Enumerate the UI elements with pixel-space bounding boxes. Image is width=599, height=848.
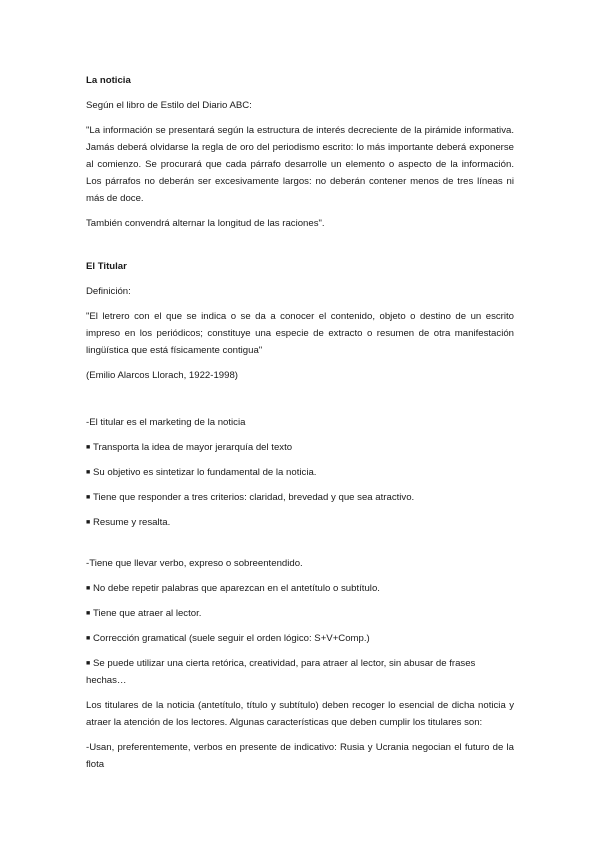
intro-line: Según el libro de Estilo del Diario ABC: <box>86 100 252 111</box>
section1-lead: -El titular es el marketing de la noticia <box>86 417 246 428</box>
list-item: ■ Resume y resalta. <box>86 514 514 531</box>
bullet-icon: ■ <box>86 635 91 642</box>
definition-label: Definición: <box>86 286 131 297</box>
citation: (Emilio Alarcos Llorach, 1922-1998) <box>86 370 238 381</box>
abc-quote-end: También convendrá alternar la longitud de las raciones". <box>86 218 325 229</box>
bullet-icon: ■ <box>86 660 91 667</box>
bullet-icon: ■ <box>86 610 91 617</box>
section2-lead: -Tiene que llevar verbo, expreso o sobreentendido. <box>86 558 303 569</box>
titulares-paragraph: Los titulares de la noticia (antetítulo, título y subtítulo) deben recoger lo esencial de dicha noticia y atraer la atención de los lectores. Algunas características que deben cumplir los titulares son: <box>86 700 514 728</box>
heading-la-noticia: La noticia <box>86 75 131 86</box>
bullet-icon: ■ <box>86 444 91 451</box>
heading-el-titular: El Titular <box>86 261 127 272</box>
bullet-icon: ■ <box>86 469 91 476</box>
document-page <box>86 72 514 773</box>
last-item: -Usan, preferentemente, verbos en presente de indicativo: Rusia y Ucrania negocian el futuro de la flota <box>86 742 514 770</box>
bullet-icon: ■ <box>86 585 91 592</box>
list-item: ■ Tiene que atraer al lector. <box>86 605 514 622</box>
list-item: ■ Tiene que responder a tres criterios: claridad, brevedad y que sea atractivo. <box>86 489 514 506</box>
abc-quote: "La información se presentará según la estructura de interés decreciente de la pirámide informativa. Jamás deberá olvidarse la regla de oro del periodismo escrito: lo más importante deberá exponerse al comienzo. Se procurará que cada párrafo desarrolle un elemento o aspecto de la información. Los párrafos no deberán ser excesivamente largos: no deberán contener menos de tres líneas ni más de doce. <box>86 125 514 204</box>
list-item: ■ Su objetivo es sintetizar lo fundamental de la noticia. <box>86 464 514 481</box>
list-item: ■ Corrección gramatical (suele seguir el orden lógico: S+V+Comp.) <box>86 630 514 647</box>
bullet-icon: ■ <box>86 494 91 501</box>
list-item: ■ No debe repetir palabras que aparezcan en el antetítulo o subtítulo. <box>86 580 514 597</box>
definition-text: "El letrero con el que se indica o se da a conocer el contenido, objeto o destino de un escrito impreso en los periódicos; constituye una especie de extracto o resumen de otra manifestación lingüística que está físicamente contigua" <box>86 311 514 356</box>
bullet-icon: ■ <box>86 519 91 526</box>
list-item: ■ Transporta la idea de mayor jerarquía del texto <box>86 439 514 456</box>
list-item: ■ Se puede utilizar una cierta retórica, creatividad, para atraer al lector, sin abusar de frases hechas… <box>86 655 514 689</box>
